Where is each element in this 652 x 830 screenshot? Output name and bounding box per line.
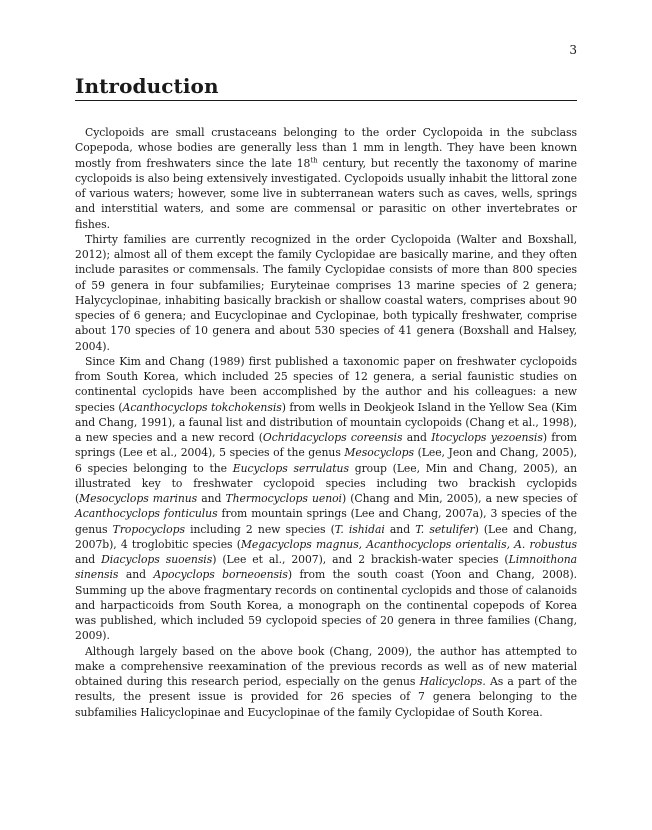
superscript: th: [310, 155, 318, 164]
page-number: 3: [569, 43, 577, 57]
paragraph-text: ) from springs (Lee et al., 2004), 5 species of the genus: [75, 431, 577, 460]
italic-taxon: Acanthocyclops tokchokensis: [122, 400, 282, 414]
paragraph-text: and: [197, 492, 226, 505]
paragraph-text: ) (Chang and Min, 2005), a new species of: [341, 492, 577, 505]
paragraph-text: Thirty families are currently recognized in the order Cyclopoida (Walter and Boxshall, 2012); almost all of them except the family Cyclopidae are basically marine, and they often include parasites or commensals. The family Cyclopidae consists of more than 800 species of 59 genera in four subfamilies; Euryteinae comprises 13 marine species of 2 genera; Halycyclopinae, inhabiting basically brackish or shallow coastal waters, comprises about 90 species of 6 genera; and Eucyclopinae and Cyclopinae, both typically freshwater, comprise about 170 species of 10 genera and about 530 species of 41 genera (Boxshall and Halsey, 2004).: [75, 232, 577, 353]
italic-taxon: Apocyclops borneoensis: [153, 568, 288, 582]
paragraph-text: (Lee, Jeon and Chang, 2005), 6 species belonging to the: [75, 446, 577, 475]
italic-taxon: Halicyclops: [419, 675, 483, 688]
italic-taxon: Acanthocyclops fonticulus: [75, 507, 218, 521]
paragraph-text: and: [402, 431, 432, 444]
paragraph-text: Cyclopoids are small crustaceans belonging to the order Cyclopoida in the subclass Copepoda, whose bodies are generally less than 1 mm in length. They have been known mostly from freshwaters since the late 18: [75, 126, 577, 170]
paragraph: [75, 644, 577, 720]
paragraph-text: from mountain springs (Lee and Chang, 2007a), 3 species of the genus: [75, 507, 577, 536]
italic-taxon: Mesocyclops marinus: [79, 492, 198, 505]
paragraph-text: and: [384, 522, 416, 536]
italic-taxon: T. ishidai: [334, 522, 385, 536]
italic-taxon: Limnoithona sinensis: [75, 553, 577, 582]
italic-taxon: Thermocyclops uenoi: [225, 492, 342, 505]
paragraph-text: century, but recently the taxonomy of marine cyclopoids is also being extensively investigated. Cyclopoids usually inhabit the littoral zone of various waters; however, some live in subterranean waters such as caves, wells, springs and interstitial waters, and some are commensal or parasitic on other invertebrates or fishes.: [75, 156, 577, 231]
paragraph-text: including 2 new species (: [184, 522, 335, 536]
italic-taxon: Ochridacyclops coreensis: [262, 431, 403, 444]
paragraph-text: and: [75, 553, 102, 566]
paragraph: [75, 354, 577, 644]
title-rule: [75, 100, 577, 101]
paragraph-text: group (Lee, Min and Chang, 2005), an illustrated key to freshwater cyclopoid species including two brackish cyclopids (: [75, 461, 577, 505]
paragraph-text: ) from wells in Deokjeok Island in the Yellow Sea (Kim and Chang, 1991), a faunal list and distribution of mountain cyclopoids (Chang et al., 1998), a new species and a new record (: [75, 400, 578, 444]
paragraph: [75, 125, 577, 232]
italic-taxon: Itocyclops yezoensis: [431, 431, 543, 444]
paragraph-text: Although largely based on the above book (Chang, 2009), the author has attempted to make a comprehensive reexamination of the previous records as well as of new material obtained during this research period, especially on the genus: [75, 644, 577, 688]
body-text: [75, 125, 577, 720]
italic-taxon: Diacyclops suoensis: [101, 553, 213, 566]
paragraph-text: Since Kim and Chang (1989) first published a taxonomic paper on freshwater cyclopoids from South Korea, which included 25 species of 12 genera, a serial faunistic studies on continental cyclopids have been accomplished by the author and his colleagues: a new species (: [75, 354, 577, 414]
italic-taxon: Tropocyclops: [112, 522, 185, 536]
paragraph-text: ) from the south coast (Yoon and Chang, 2008). Summing up the above fragmentary records on continental cyclopids and those of calanoids and harpacticoids from South Korea, a monograph on the continental copepods of Korea was published, which included 59 cyclopoid species of 20 genera in three families (Chang, 2009).: [75, 568, 578, 643]
italic-taxon: T. setulifer: [415, 522, 475, 536]
paragraph-text: . As a part of the results, the present issue is provided for 26 species of 7 genera belonging to the subfamilies Halicyclopinae and Eucyclopinae of the family Cyclopidae of South Korea.: [75, 675, 577, 719]
italic-taxon: Megacyclops magnus, Acanthocyclops orientalis, A. robustus: [240, 537, 577, 551]
paragraph-text: ) (Lee et al., 2007), and 2 brackish-water species (: [212, 553, 509, 566]
paragraph: [75, 232, 577, 354]
paragraph-text: and: [118, 568, 154, 582]
italic-taxon: Eucyclops serrulatus: [232, 461, 349, 475]
section-title: Introduction: [75, 74, 219, 98]
italic-taxon: Mesocyclops: [344, 446, 414, 460]
paragraph-text: ) (Lee and Chang, 2007b), 4 troglobitic species (: [75, 522, 577, 551]
